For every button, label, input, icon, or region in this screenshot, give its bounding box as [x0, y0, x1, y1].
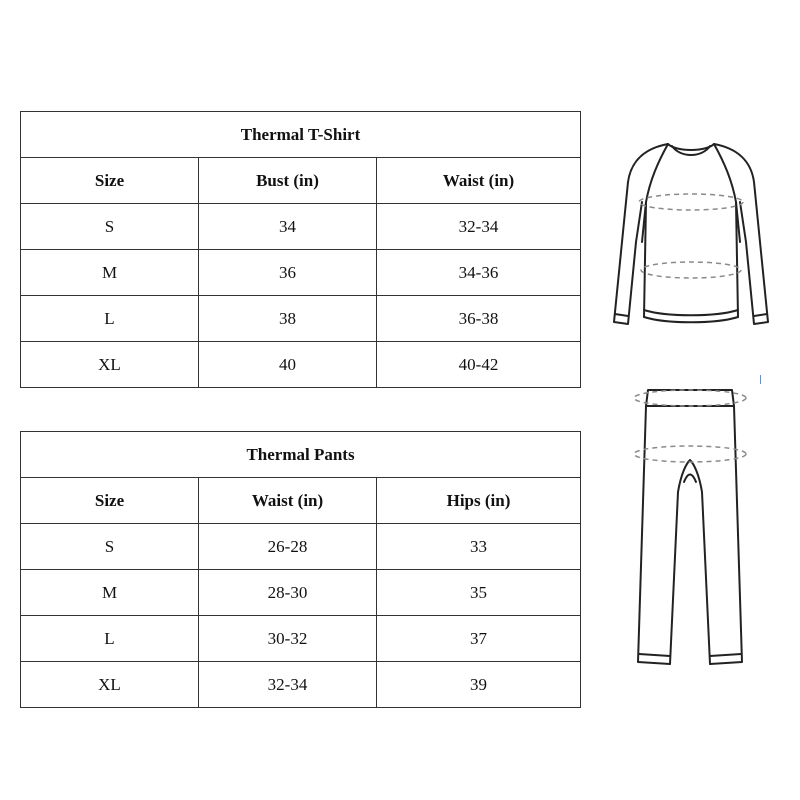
size-cell: M	[21, 570, 199, 616]
header-size: Size	[21, 158, 199, 204]
header-bust: Bust (in)	[199, 158, 377, 204]
waist-cell: 26-28	[199, 524, 377, 570]
long-pants-icon	[626, 382, 756, 674]
table-header-row	[21, 158, 581, 204]
table-title-row	[21, 432, 581, 478]
waist-cell: 40-42	[377, 342, 581, 388]
bust-cell: 38	[199, 296, 377, 342]
bust-cell: 40	[199, 342, 377, 388]
bust-cell: 34	[199, 204, 377, 250]
table-row	[21, 204, 581, 250]
header-hips: Hips (in)	[377, 478, 581, 524]
tshirt-size-table	[20, 111, 581, 388]
waist-cell: 32-34	[199, 662, 377, 708]
long-sleeve-shirt-icon	[606, 132, 776, 332]
table-row	[21, 570, 581, 616]
header-waist: Waist (in)	[199, 478, 377, 524]
header-waist: Waist (in)	[377, 158, 581, 204]
waist-cell: 30-32	[199, 616, 377, 662]
table-row	[21, 662, 581, 708]
table-row	[21, 296, 581, 342]
size-cell: XL	[21, 342, 199, 388]
bust-cell: 36	[199, 250, 377, 296]
header-size: Size	[21, 478, 199, 524]
hips-cell: 35	[377, 570, 581, 616]
hips-cell: 39	[377, 662, 581, 708]
table-title-row	[21, 112, 581, 158]
table-row	[21, 616, 581, 662]
size-cell: M	[21, 250, 199, 296]
table-row	[21, 250, 581, 296]
size-cell: S	[21, 204, 199, 250]
hips-cell: 37	[377, 616, 581, 662]
pants-table-title: Thermal Pants	[21, 432, 581, 478]
tshirt-table-title: Thermal T-Shirt	[21, 112, 581, 158]
waist-cell: 32-34	[377, 204, 581, 250]
waist-cell: 34-36	[377, 250, 581, 296]
size-cell: L	[21, 296, 199, 342]
stray-mark	[760, 375, 761, 384]
hips-cell: 33	[377, 524, 581, 570]
table-row	[21, 524, 581, 570]
table-header-row	[21, 478, 581, 524]
size-cell: L	[21, 616, 199, 662]
table-row	[21, 342, 581, 388]
waist-cell: 28-30	[199, 570, 377, 616]
size-cell: S	[21, 524, 199, 570]
pants-size-table	[20, 431, 581, 708]
waist-cell: 36-38	[377, 296, 581, 342]
size-cell: XL	[21, 662, 199, 708]
